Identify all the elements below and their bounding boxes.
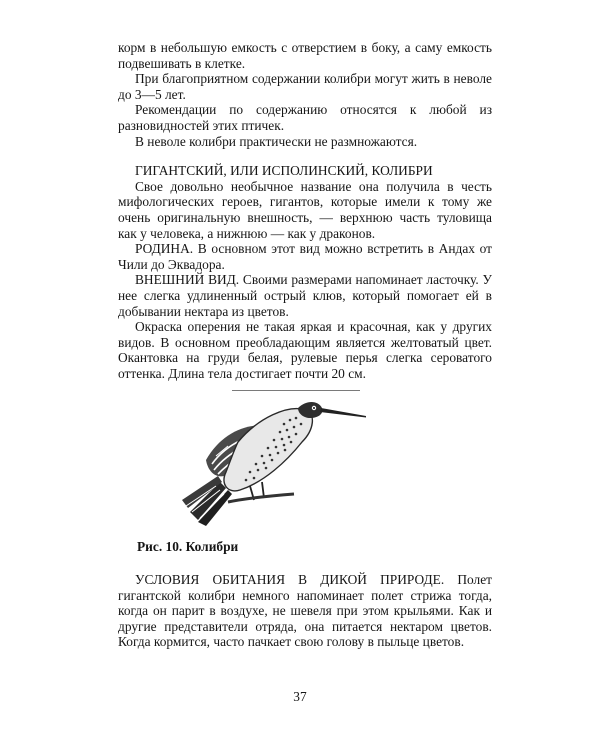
paragraph-habitat: УСЛОВИЯ ОБИТАНИЯ В ДИКОЙ ПРИРОДЕ. Полет гигантской колибри немного напоминает полет стрижа тогда, когда он парит в воздухе, не шевеля при этом крыльями. Как и другие представители отряда, она питается нектаром цветов. Когда кормится, часто пачкает свою голову в пыльце цветов. — [118, 572, 492, 650]
upper-text-block — [118, 40, 492, 381]
branch — [228, 494, 294, 502]
paragraph-intro-3: Рекомендации по содержанию относятся к любой из разновидностей этих птичек. — [118, 102, 492, 133]
paragraph-homeland: РОДИНА. В основном этот вид можно встретить в Андах от Чили до Эквадора. — [118, 241, 492, 272]
page-number: 37 — [293, 689, 307, 704]
section-heading: ГИГАНТСКИЙ, ИЛИ ИСПОЛИНСКИЙ, КОЛИБРИ — [135, 163, 433, 179]
paragraph-coloring: Окраска оперения не такая яркая и красочная, как у других видов. В основном преобладающим является желтоватый цвет. Окантовка на груди белая, рулевые перья слегка сероватого оттенка. Длина тела достигает почти 20 см. — [118, 319, 492, 381]
paragraph-intro-1: корм в небольшую емкость с отверстием в боку, а саму емкость подвешивать в клетке. — [118, 40, 492, 71]
hummingbird-illustration — [168, 390, 368, 530]
paragraph-appearance: ВНЕШНИЙ ВИД. Своими размерами напоминает ласточку. У нее слегка удлиненный острый клюв, который помогает ей в добывании нектара из цветов. — [118, 272, 492, 319]
body — [224, 409, 312, 491]
lower-text-block — [118, 572, 492, 650]
paragraph-intro-2: При благоприятном содержании колибри могут жить в неволе до 3—5 лет. — [118, 71, 492, 102]
section-spacer — [118, 149, 492, 163]
beak — [320, 408, 366, 418]
paragraph-name-origin: Свое довольно необычное название она получила в честь мифологических героев, гигантов, которые имели к тому же очень оригинальную внешность, — верхнюю часть туловища как у человека, а нижнюю — как у драконов. — [118, 178, 492, 241]
paragraph-intro-4: В неволе колибри практически не размножаются. — [135, 133, 418, 149]
figure-caption: Рис. 10. Колибри — [137, 539, 239, 554]
